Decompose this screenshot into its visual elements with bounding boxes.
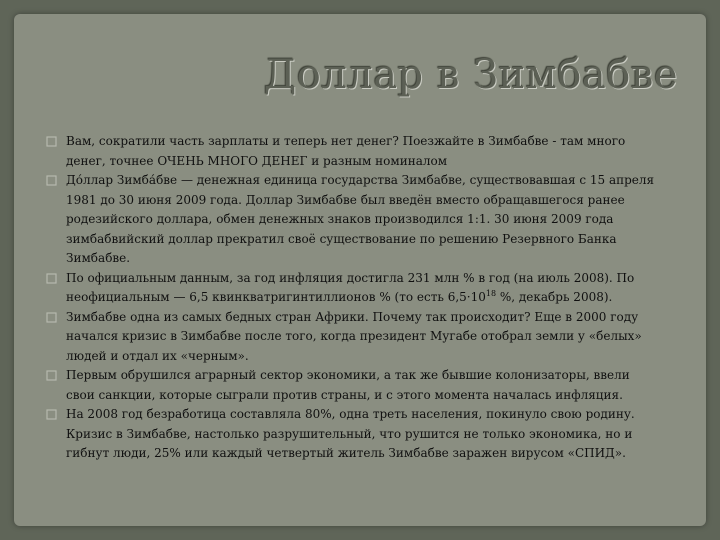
- hollow-square-icon: [46, 136, 57, 147]
- bullet-text: На 2008 год безработица составляла 80%, одна треть населения, покинуло свою родину. Кризис в Зимбабве, настолько разрушительный, что рушится не только экономика, но и гибнут люди, 25% или каждый четвертый житель Зимбабве заражен вирусом «СПИД».: [66, 407, 635, 460]
- bullet-item: [44, 366, 662, 405]
- bullet-item: [44, 308, 662, 367]
- hollow-square-icon: [46, 175, 57, 186]
- hollow-square-icon: [46, 409, 57, 420]
- hollow-square-icon: [46, 312, 57, 323]
- bullet-item: [44, 171, 662, 269]
- bullet-text: Вам, сократили часть зарплаты и теперь нет денег? Поезжайте в Зимбабве - там много денег, точнее ОЧЕНЬ МНОГО ДЕНЕГ и разным номиналом: [66, 134, 626, 168]
- bullet-item: [44, 132, 662, 171]
- bullet-text-part: %, декабрь 2008).: [496, 290, 613, 304]
- bullet-list: [44, 132, 662, 464]
- bullet-text: До́ллар Зимба́бве — денежная единица государства Зимбабве, существовавшая с 15 апреля 1981 до 30 июня 2009 года. Доллар Зимбабве был введён вместо обращавшегося ранее родезийского доллара, обмен денежных знаков производился 1:1. 30 июня 2009 года зимбабвийский доллар прекратил своё существование по решению Резервного Банка Зимбабве.: [66, 173, 655, 265]
- hollow-square-icon: [46, 370, 57, 381]
- slide-title: Доллар в Зимбабве: [263, 52, 678, 98]
- bullet-text: Первым обрушился аграрный сектор экономики, а так же бывшие колонизаторы, ввели свои санкции, которые сыграли против страны, и с этого момента началась инфляция.: [66, 368, 630, 402]
- bullet-text: [66, 269, 662, 308]
- bullet-text: Зимбабве одна из самых бедных стран Африки. Почему так происходит? Еще в 2000 году начался кризис в Зимбабве после того, когда президент Мугабе отобрал земли у «белых» людей и отдал их «черным».: [66, 309, 642, 363]
- bullet-item: [44, 405, 662, 464]
- bullet-text-part: По официальным данным, за год инфляция достигла 231 млн % в год (на июль 2008). По неофициальным — 6,5 квинкватригинтиллионов % (то есть 6,5·10: [66, 270, 635, 304]
- hollow-square-icon: [46, 273, 57, 284]
- bullet-item: [44, 269, 662, 308]
- exponent: 18: [485, 289, 497, 298]
